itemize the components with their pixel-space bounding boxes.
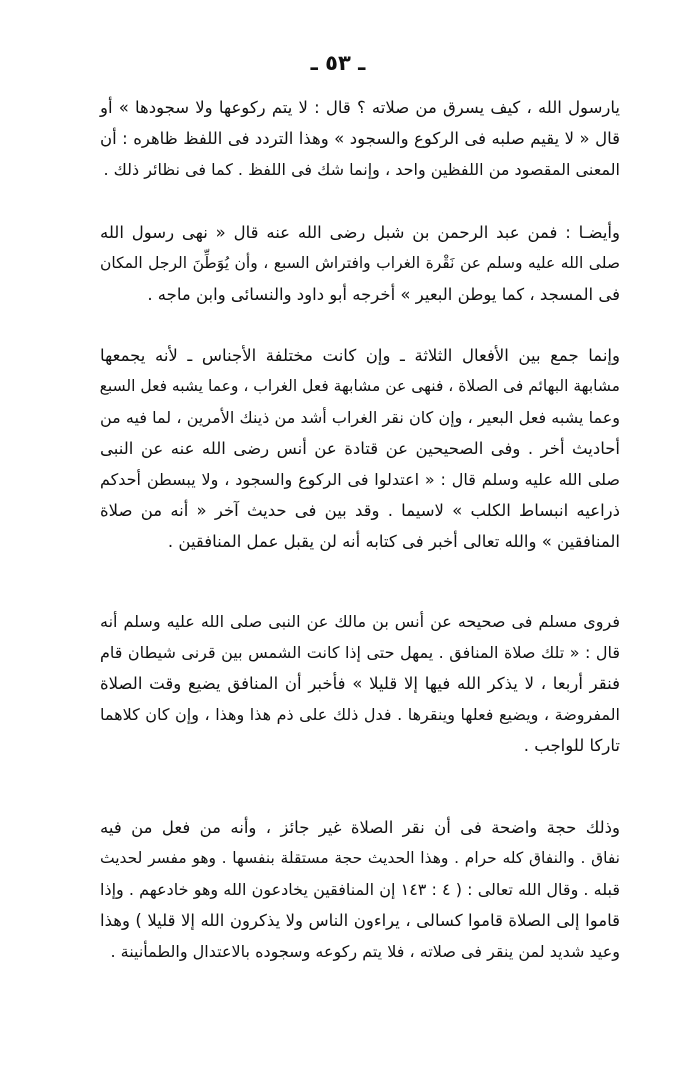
text-line: نفاق . والنفاق كله حرام . وهذا الحديث حجة مستقلة بنفسها . وهو مفسر لحديث: [100, 849, 620, 867]
paragraph-5: [100, 812, 620, 967]
text-line: وعما يشبه فعل البعير ، وإن كان نقر الغراب أشد من ذينك الأمرين ، لما فيه من: [100, 408, 620, 427]
paragraph-3: [100, 340, 620, 557]
text-line: فروى مسلم فى صحيحه عن أنس بن مالك عن النبى صلى الله عليه وسلم أنه: [100, 612, 620, 631]
text-line: المفروضة ، ويضيع فعلها وينقرها . فدل ذلك على ذم هذا وهذا ، وإن كان كلاهما: [100, 705, 620, 724]
text-line: تاركا للواجب .: [523, 736, 620, 755]
text-line: قبله . وقال الله تعالى : ( ٤ : ١٤٣ إن المنافقين يخادعون الله وهو خادعهم . وإذا: [100, 880, 621, 899]
text-line: وعيد شديد لمن ينقر فى صلاته ، فلا يتم ركوعه وسجوده بالاعتدال والطمأنينة .: [110, 942, 620, 961]
text-line: قال « لا يقيم صلبه فى الركوع والسجود » وهذا التردد فى اللفظ ظاهره : أن: [100, 129, 620, 148]
text-line: وذلك حجة واضحة فى أن نقر الصلاة غير جائز ، وأنه من فعل من فيه: [100, 818, 620, 837]
paragraph-2: [100, 217, 620, 310]
text-line: فنقر أربعا ، لا يذكر الله فيها إلا قليلا » فأخبر أن المنافق يضيع وقت الصلاة: [100, 674, 620, 693]
paragraph-1: [100, 92, 620, 185]
text-line: ذراعيه انبساط الكلب » لاسيما . وقد بين فى حديث آخر « أنه من صلاة: [100, 501, 620, 520]
text-line: مشابهة البهائم فى الصلاة ، فنهى عن مشابهة فعل الغراب ، وعما يشبه فعل السبع: [99, 377, 620, 395]
page-number: ـ ٥٣ ـ: [310, 51, 366, 75]
text-line: وأيضـا : فمن عبد الرحمن بن شبل رضى الله عنه قال « نهى رسول الله: [100, 223, 620, 242]
text-line: صلى الله عليه وسلم قال : « اعتدلوا فى الركوع والسجود ، ولا يبسطن أحدكم: [100, 470, 620, 489]
text-line: أحاديث أخر . وفى الصحيحين عن قتادة عن أنس رضى الله عنه عن النبى: [100, 439, 620, 458]
paragraph-4: [100, 606, 620, 761]
text-line: المنافقين » والله تعالى أخبر فى كتابه أنه لن يقبل عمل المنافقين .: [167, 532, 620, 551]
text-line: قال : « تلك صلاة المنافق . يمهل حتى إذا كانت الشمس بين قرنى شيطان قام: [100, 643, 620, 662]
text-line: صلى الله عليه وسلم عن نَقْرة الغراب وافتراش السبع ، وأن يُوَطِّنَ الرجل المكان: [100, 254, 620, 272]
text-line: المعنى المقصود من اللفظين واحد ، وإنما شك فى اللفظ . كما فى نظائر ذلك .: [103, 160, 620, 179]
text-line: وإنما جمع بين الأفعال الثلاثة ـ وإن كانت مختلفة الأجناس ـ لأنه يجمعها: [100, 346, 620, 365]
text-line: يارسول الله ، كيف يسرق من صلاته ؟ قال : لا يتم ركوعها ولا سجودها » أو: [100, 98, 620, 117]
text-line: فى المسجد ، كما يوطن البعير » أخرجه أبو داود والنسائى وابن ماجه .: [147, 285, 620, 304]
text-line: قاموا إلى الصلاة قاموا كسالى ، يراءون الناس ولا يذكرون الله إلا قليلا ) وهذا: [100, 911, 620, 930]
